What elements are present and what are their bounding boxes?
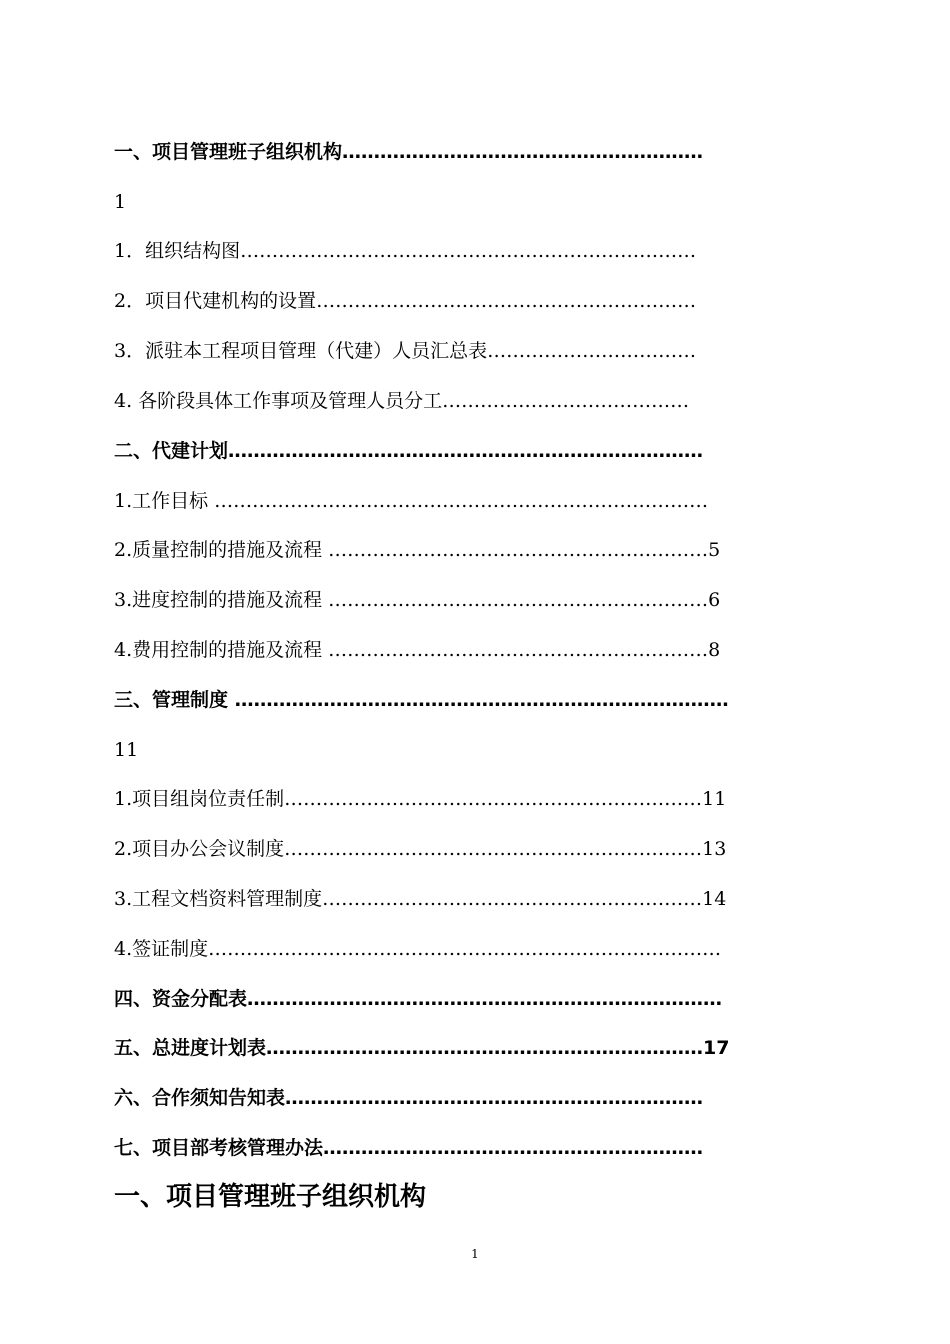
toc-entry-visa-system: 4.签证制度……………………………………………………………………… [114,938,722,960]
toc-entry-schedule-control: 3.进度控制的措施及流程 ……………………………………………………6 [114,589,721,611]
toc-entry-section-6: 六、合作须知告知表………………………………………………………… [114,1087,704,1109]
toc-entry-document-management: 3.工程文档资料管理制度……………………………………………………14 [114,888,727,910]
toc-entry-section-7: 七、项目部考核管理办法…………………………………………………… [114,1137,704,1159]
toc-entry-cost-control: 4.费用控制的措施及流程 ……………………………………………………8 [114,639,721,661]
toc-entry-work-goal: 1.工作目标 …………………………………………………………………… [114,490,709,512]
toc-entry-section-4: 四、资金分配表………………………………………………………………… [114,988,723,1010]
page-number: 1 [471,1247,479,1261]
section-heading: 一、项目管理班子组织机构 [114,1182,427,1212]
toc-entry-staff-summary: 3．派驻本工程项目管理（代建）人员汇总表…………………………… [114,340,697,362]
toc-entry-work-division: 4. 各阶段具体工作事项及管理人员分工………………………………… [114,390,690,412]
toc-entry-office-meeting: 2.项目办公会议制度…………………………………………………………13 [114,838,727,860]
toc-entry-section-1: 一、项目管理班子组织机构………………………………………………… [114,141,704,163]
toc-entry-page-number: 1 [114,191,127,213]
toc-entry-section-3: 三、管理制度 …………………………………………………………………… [114,689,729,711]
toc-entry-org-chart: 1．组织结构图……………………………………………………………… [114,240,697,262]
toc-entry-agency-setup: 2．项目代建机构的设置…………………………………………………… [114,290,697,312]
toc-entry-post-responsibility: 1.项目组岗位责任制…………………………………………………………11 [114,788,727,810]
toc-entry-section-5: 五、总进度计划表……………………………………………………………17 [114,1037,730,1059]
toc-entry-section-2: 二、代建计划………………………………………………………………… [114,440,704,462]
toc-entry-quality-control: 2.质量控制的措施及流程 ……………………………………………………5 [114,539,721,561]
toc-entry-page-number: 11 [114,739,139,761]
